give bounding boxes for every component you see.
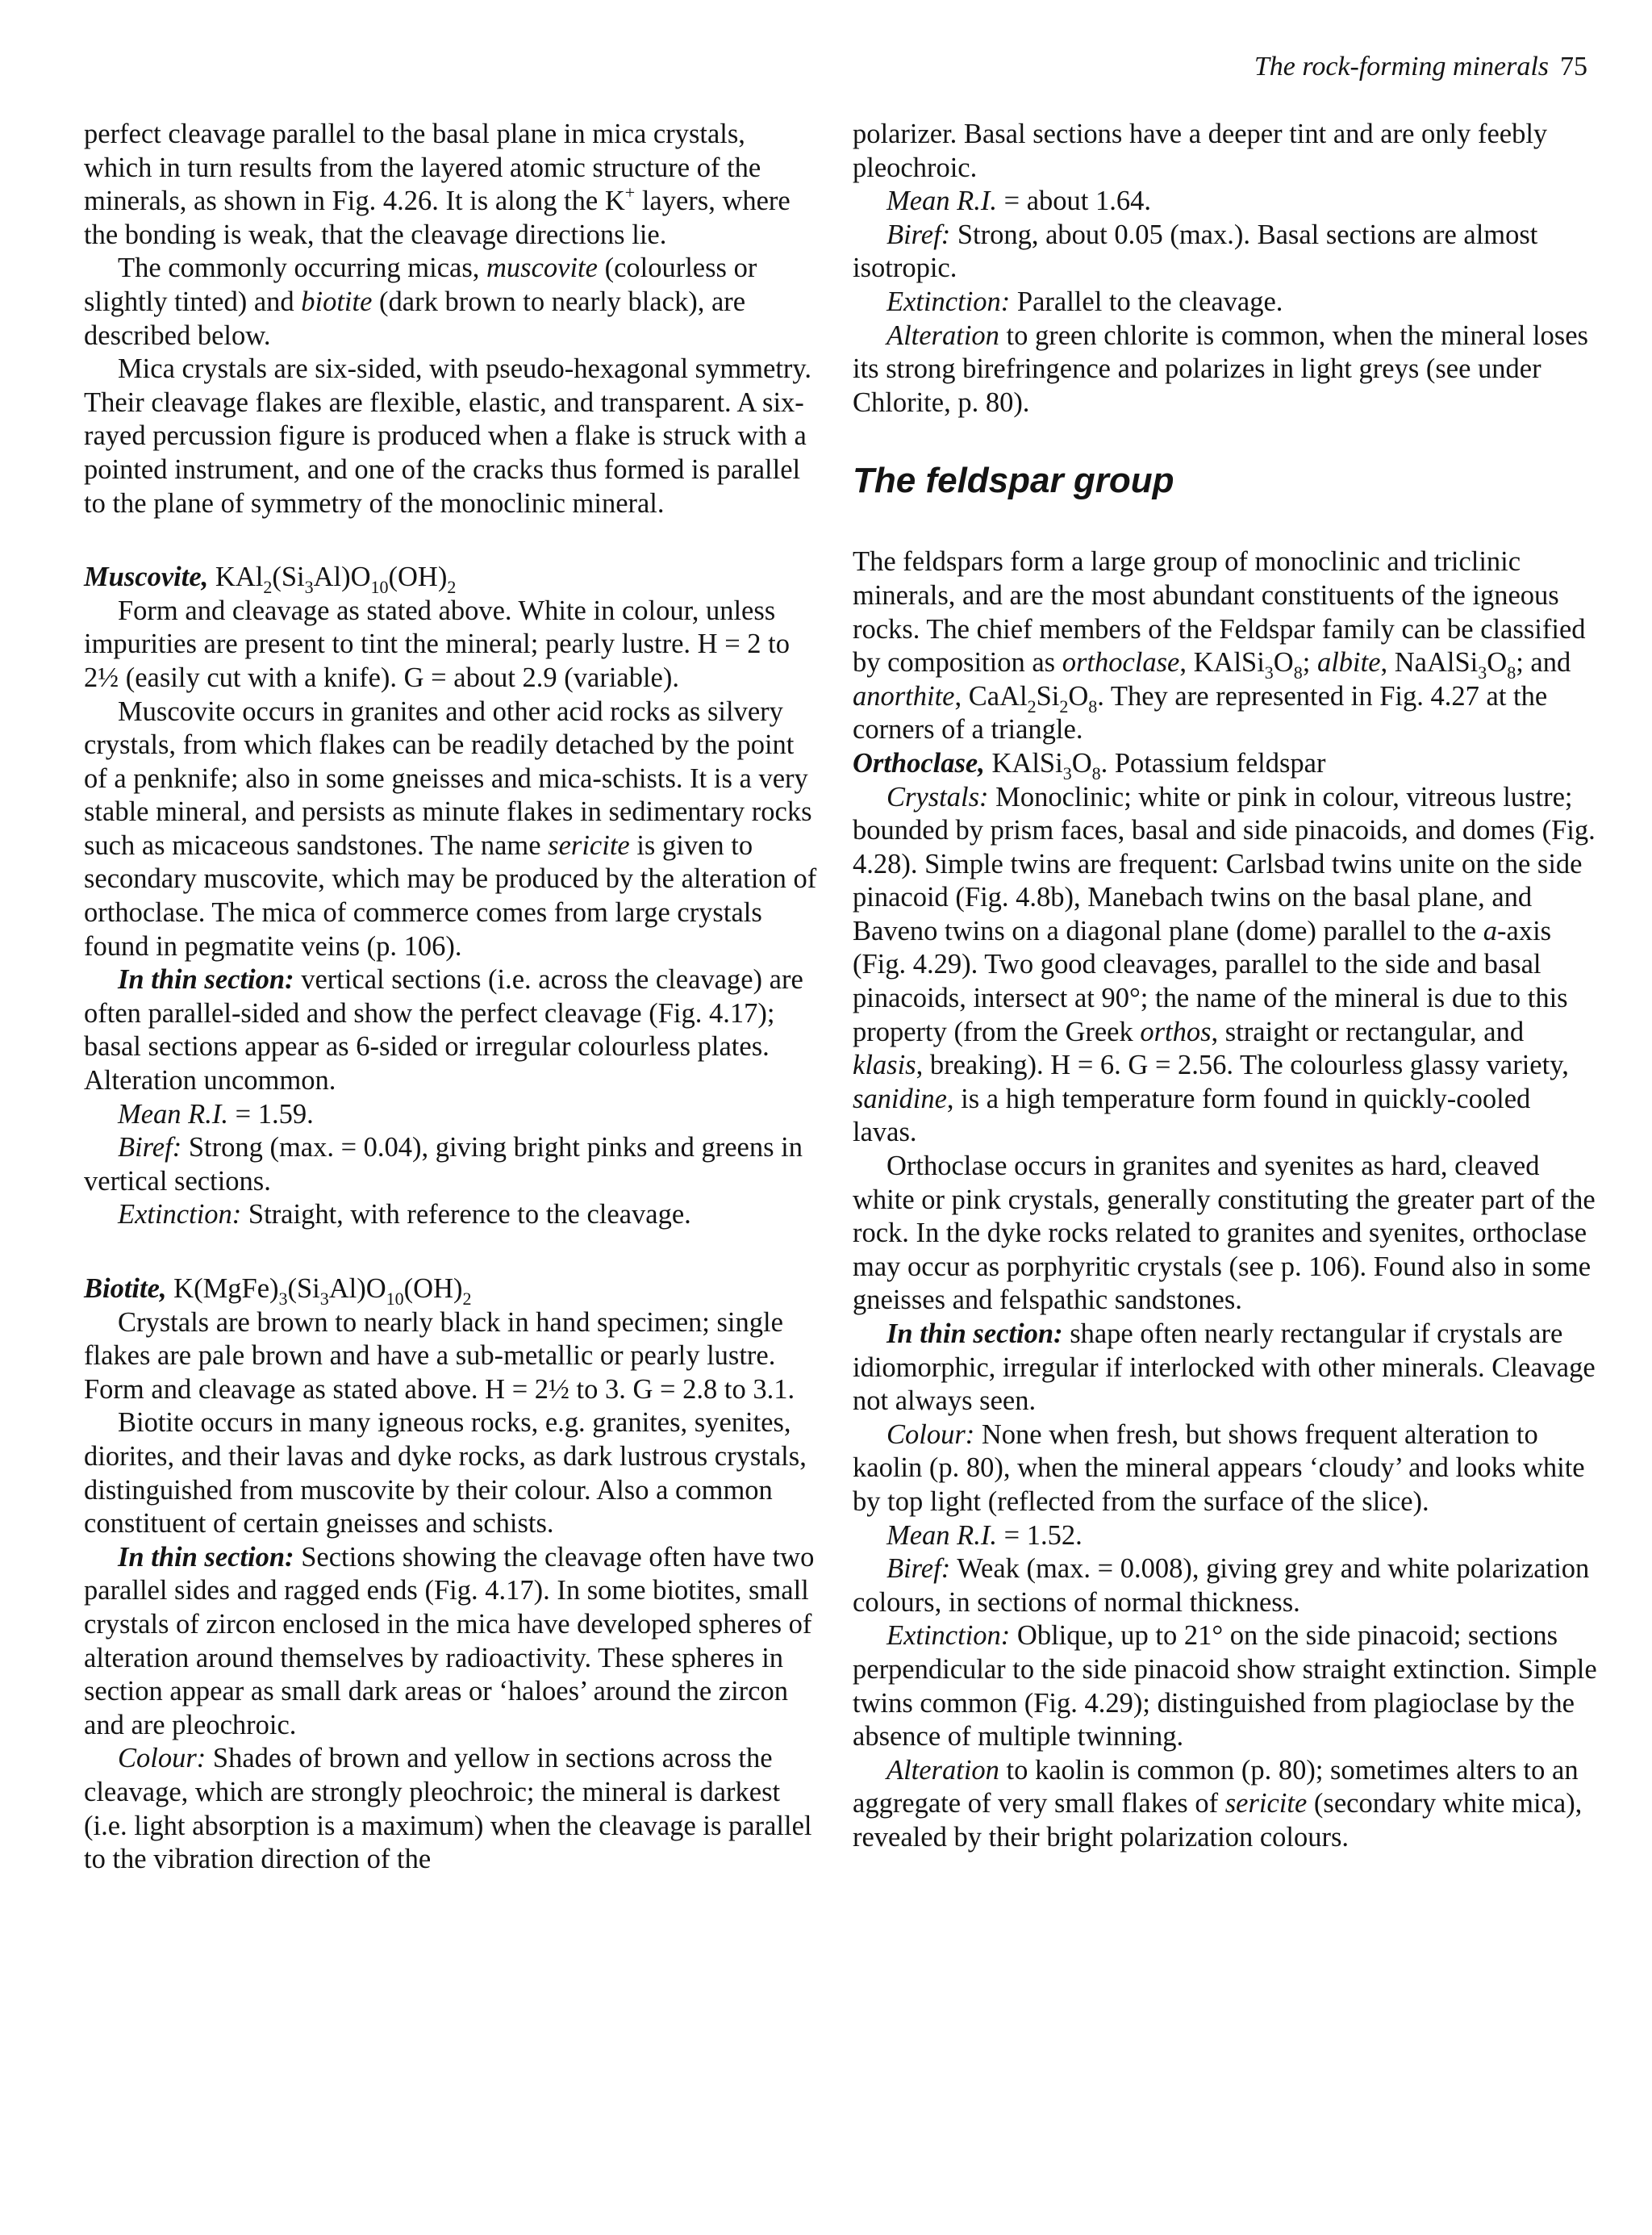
paragraph: In thin section: Sections showing the cleavage often have two parallel sides and ragged ends (Fig. 4.17). In some biotites, small crystals of zircon enclosed in the mica have developed spheres of alteration around themselves by radioactivity. These spheres in section appear as small dark areas or ‘haloes’ around the zircon and are pleochroic.	[84, 1541, 815, 1740]
paragraph: The commonly occurring micas, muscovite (colourless or slightly tinted) and biotite (dark brown to nearly black), are described below.	[84, 253, 757, 351]
property-line: Mean R.I. = 1.52.	[886, 1519, 1083, 1551]
paragraph: Crystals: Monoclinic; white or pink in colour, vitreous lustre; bounded by prism faces, basal and side pinacoids, and domes (Fig. 4.28). Simple twins are frequent: Carlsbad twins unite on the side pinacoid (Fig. 4.8b), Manebach twins on the basal plane, and Baveno twins on a diagonal plane (dome) parallel to the a-axis (Fig. 4.29). Two good cleavages, parallel to the side and basal pinacoids, intersect at 90°; the name of the mineral is due to this property (from the Greek orthos, straight or rectangular, and klasis, breaking). H = 6. G = 2.56. The colourless glassy variety, sanidine, is a high temperature form found in quickly-cooled lavas.	[853, 781, 1596, 1148]
paragraph: Mica crystals are six-sided, with pseudo-hexagonal symmetry. Their cleavage flakes are flexible, elastic, and transparent. A six-rayed percussion figure is produced when a flake is struck with a pointed instrument, and one of the cracks thus formed is parallel to the plane of symmetry of the monoclinic mineral.	[84, 353, 812, 519]
paragraph: Colour: None when fresh, but shows frequent alteration to kaolin (p. 80), when the mineral appears ‘cloudy’ and looks white by top light (reflected from the surface of the slice).	[853, 1418, 1585, 1517]
paragraph: In thin section: vertical sections (i.e. across the cleavage) are often parallel-sided and show the perfect cleavage (Fig. 4.17); basal sections appear as 6-sided or irregular colourless plates. Alteration uncommon.	[84, 964, 803, 1097]
property-line: Alteration to kaolin is common (p. 80); sometimes alters to an aggregate of very small flakes of sericite (secondary white mica), revealed by their bright polarization colours.	[853, 1754, 1583, 1853]
paragraph: polarizer. Basal sections have a deeper tint and are only feebly pleochroic.	[853, 119, 1548, 183]
running-head-title: The rock-forming minerals	[1254, 52, 1549, 81]
paragraph: The feldspars form a large group of monoclinic and triclinic minerals, and are the most abundant constituents of the igneous rocks. The chief members of the Feldspar family can be classified by composition as orthoclase, $KAlSi_3O_8$; albite, $NaAlSi_3O_8$; and anorthite, $CaAl_2Si_2O_8$. They are represented in Fig. 4.27 at the corners of a triangle.	[853, 546, 1586, 746]
paragraph: Form and cleavage as stated above. White in colour, unless impurities are present to tint the mineral; pearly lustre. H = 2 to 2½ (easily cut with a knife). G = about 2.9 (variable).	[84, 595, 791, 693]
paragraph: In thin section: shape often nearly rectangular if crystals are idiomorphic, irregular if interlocked with other minerals. Cleavage not always seen.	[853, 1318, 1596, 1417]
mineral-heading-muscovite: Muscovite, $KAl_2(Si_3Al)O_{10}(OH)_2$	[84, 562, 457, 598]
property-line: Alteration to green chlorite is common, when the mineral loses its strong birefringence and polarizes in light greys (see under Chlorite, p. 80).	[853, 320, 1588, 418]
mineral-heading-biotite: Biotite, $K(MgFe)_3(Si_3Al)O_{10}(OH)_2$	[84, 1273, 472, 1309]
section-heading: The feldspar group	[853, 461, 1174, 501]
paragraph: perfect cleavage parallel to the basal plane in mica crystals, which in turn results from the layered atomic structure of the minerals, as shown in Fig. 4.26. It is along the K+ layers, where the bonding is weak, that the cleavage directions lie.	[84, 119, 791, 250]
paragraph: Crystals are brown to nearly black in hand specimen; single flakes are pale brown and have a sub-metallic or pearly lustre. Form and cleavage as stated above. H = 2½ to 3. G = 2.8 to 3.1.	[84, 1306, 795, 1405]
running-head	[1254, 52, 1587, 82]
property-line: Extinction: Straight, with reference to the cleavage.	[118, 1199, 691, 1230]
left-column	[84, 118, 818, 1877]
page-number: 75	[1560, 52, 1587, 81]
property-line: Extinction: Parallel to the cleavage.	[886, 286, 1283, 317]
property-line: Extinction: Oblique, up to 21° on the side pinacoid; sections perpendicular to the side pinacoid show straight extinction. Simple twins common (Fig. 4.29); distinguished from plagioclase by the absence of multiple twinning.	[853, 1620, 1597, 1752]
paragraph: Muscovite occurs in granites and other acid rocks as silvery crystals, from which flakes can be readily detached by the point of a penknife; also in some gneisses and mica-schists. It is a very stable mineral, and persists as minute flakes in sedimentary rocks such as micaceous sandstones. The name sericite is given to secondary muscovite, which may be produced by the alteration of orthoclase. The mica of commerce comes from large crystals found in pegmatite veins (p. 106).	[84, 696, 817, 962]
property-line: Biref: Strong (max. = 0.04), giving bright pinks and greens in vertical sections.	[84, 1132, 803, 1197]
mineral-heading-orthoclase: Orthoclase, $KAlSi_3O_8$. Potassium feldspar	[853, 747, 1326, 783]
paragraph: Orthoclase occurs in granites and syenites as hard, cleaved white or pink crystals, generally constituting the greater part of the rock. In the dyke rocks related to granites and syenites, orthoclase may occur as porphyritic crystals (see p. 106). Found also in some gneisses and felspathic sandstones.	[853, 1151, 1596, 1316]
property-line: Mean R.I. = 1.59.	[118, 1098, 314, 1130]
property-line: Biref: Weak (max. = 0.008), giving grey and white polarization colours, in sections of normal thickness.	[853, 1553, 1590, 1618]
right-column	[853, 118, 1599, 1855]
property-line: Biref: Strong, about 0.05 (max.). Basal sections are almost isotropic.	[853, 219, 1538, 284]
paragraph: Biotite occurs in many igneous rocks, e.g. granites, syenites, diorites, and their lavas and dyke rocks, as dark lustrous crystals, distinguished from muscovite by their colour. Also a common constituent of certain gneisses and schists.	[84, 1407, 807, 1539]
property-line: Mean R.I. = about 1.64.	[886, 186, 1151, 217]
paragraph: Colour: Shades of brown and yellow in sections across the cleavage, which are strongly pleochroic; the mineral is darkest (i.e. light absorption is a maximum) when the cleavage is parallel to the vibration direction of the	[84, 1743, 812, 1875]
